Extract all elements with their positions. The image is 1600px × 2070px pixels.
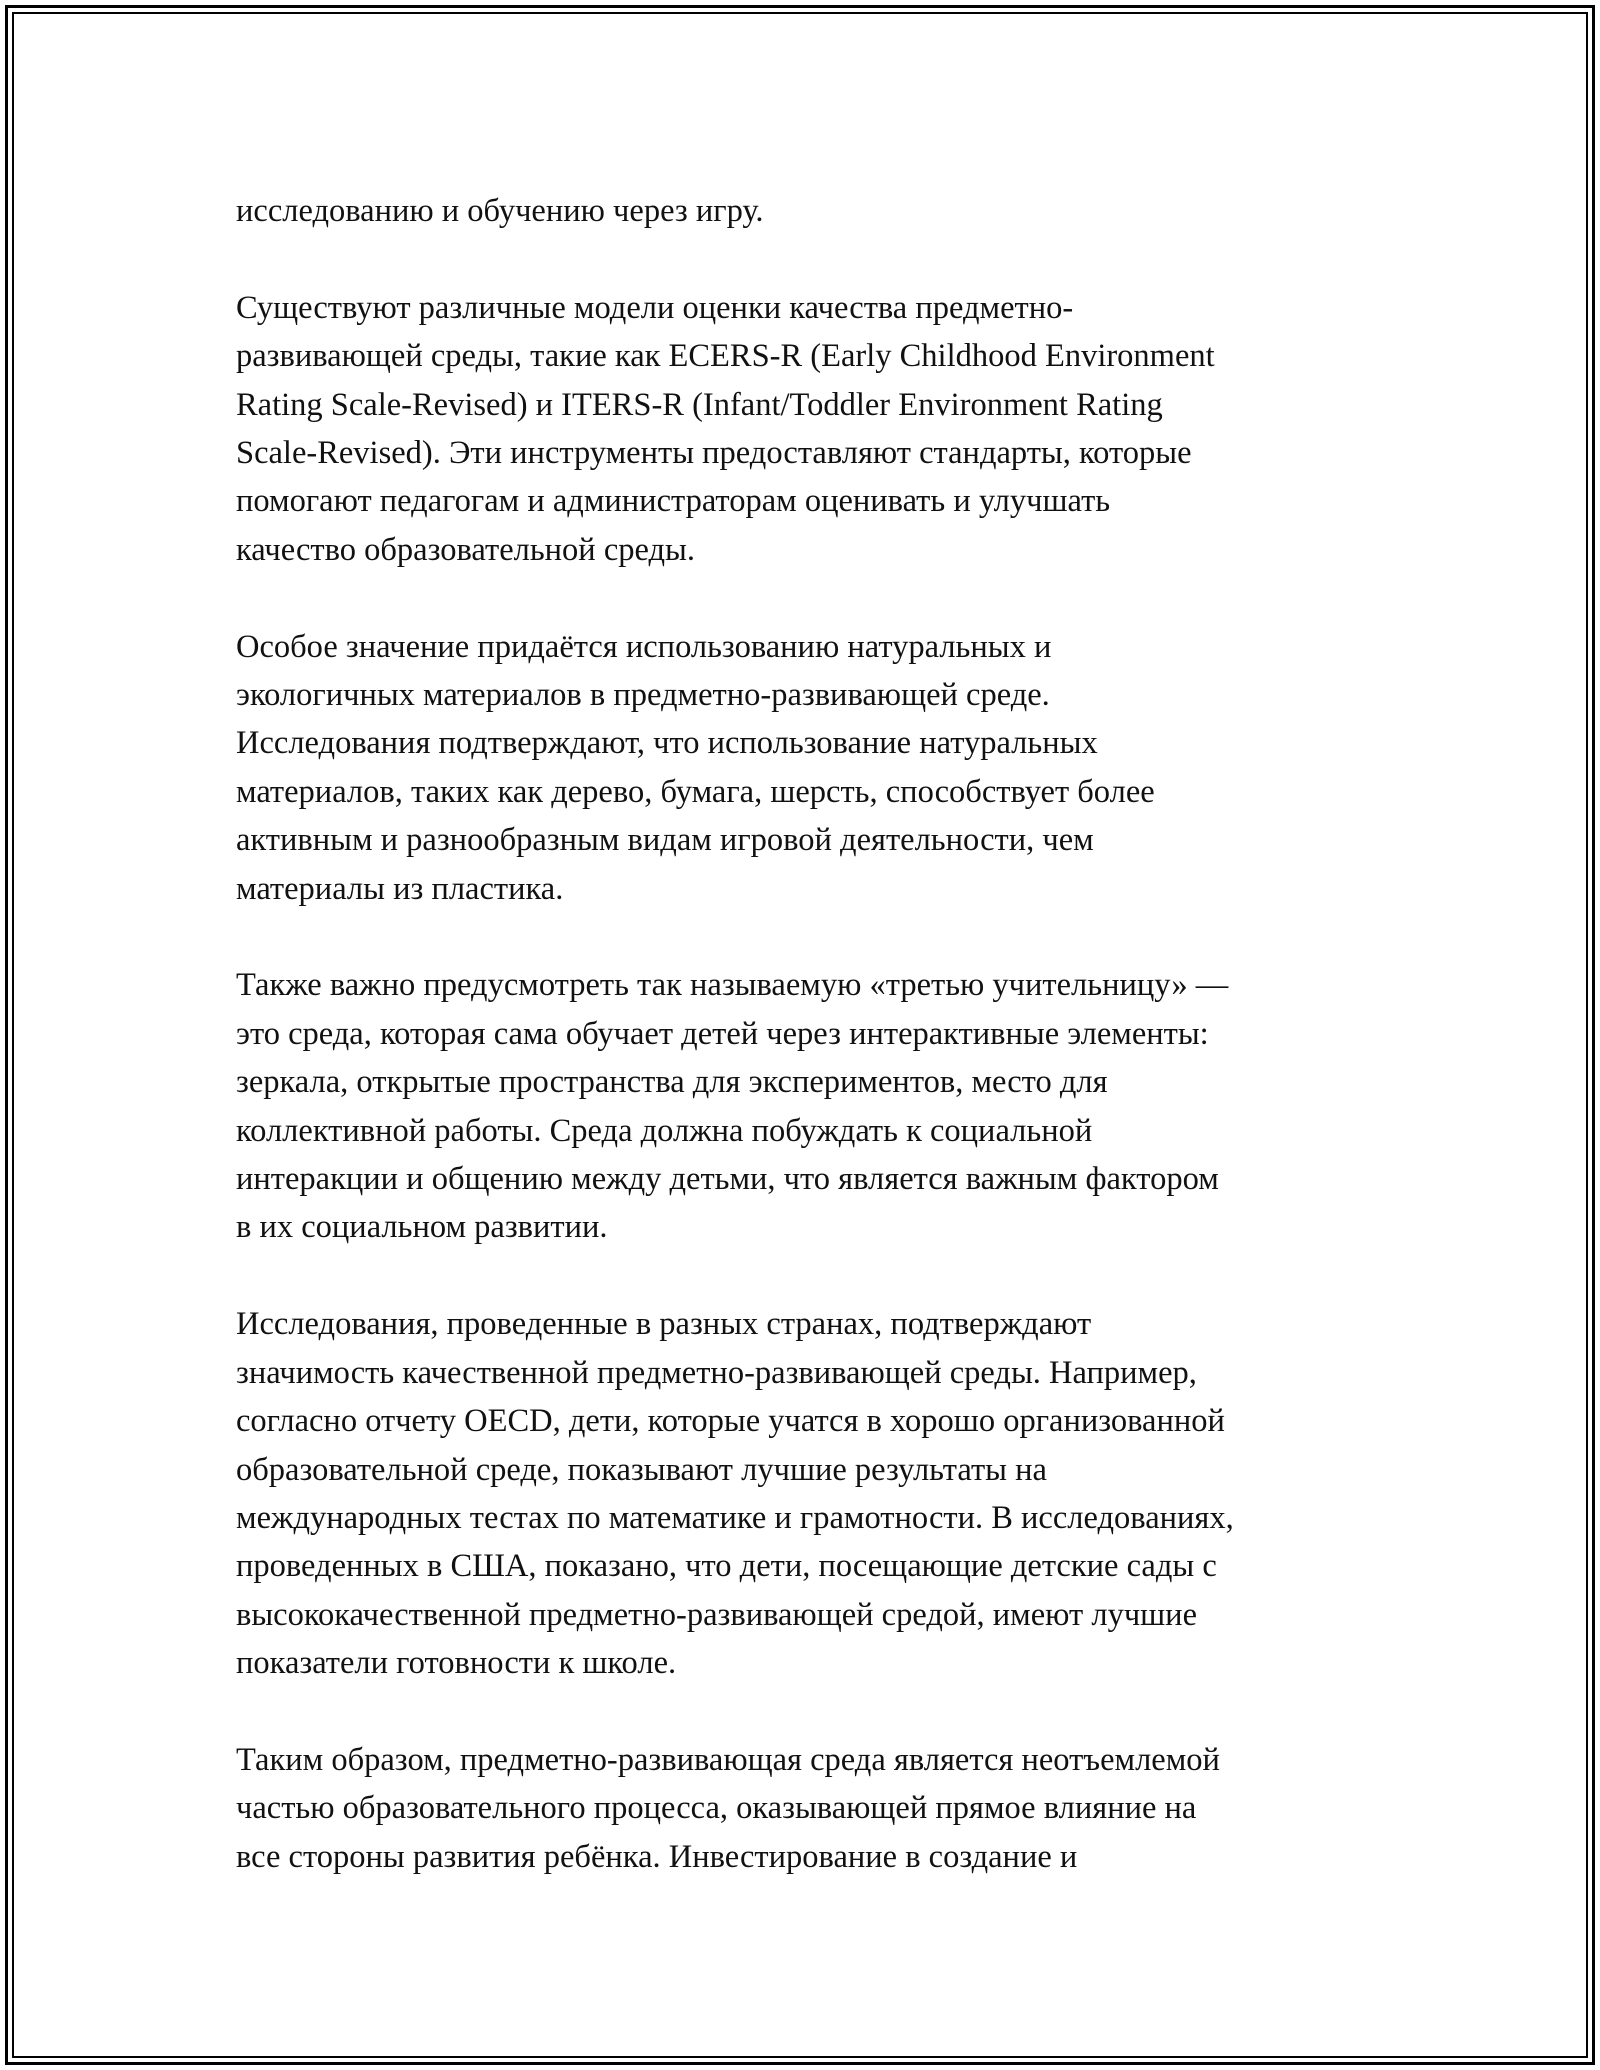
- text-line: согласно отчету OECD, дети, которые учатся в хорошо организованной: [236, 1403, 1225, 1440]
- text-line: Исследования подтверждают, что использование натуральных: [236, 725, 1098, 762]
- text-line: коллективной работы. Среда должна побуждать к социальной: [236, 1112, 1093, 1149]
- text-line: исследованию и обучению через игру.: [236, 193, 764, 229]
- text-line: зеркала, открытые пространства для экспериментов, место для: [236, 1064, 1108, 1101]
- paragraph-1: [236, 187, 1376, 235]
- text-line: международных тестах по математике и грамотности. В исследованиях,: [236, 1499, 1234, 1536]
- document-body: [236, 187, 1376, 1930]
- text-line: материалы из пластика.: [236, 870, 564, 907]
- text-line: материалов, таких как дерево, бумага, шерсть, способствует более: [236, 773, 1155, 810]
- text-line: в их социальном развитии.: [236, 1209, 608, 1246]
- text-line: Таким образом, предметно-развивающая среда является неотъемлемой: [236, 1741, 1220, 1778]
- text-line: помогают педагогам и администраторам оценивать и улучшать: [236, 483, 1111, 520]
- text-line: показатели готовности к школе.: [236, 1645, 677, 1682]
- text-line: качество образовательной среды.: [236, 531, 695, 568]
- paragraph-4: [236, 961, 1376, 1251]
- paragraph-6: [236, 1736, 1376, 1881]
- text-line: развивающей среды, такие как ECERS-R (Early Childhood Environment: [236, 338, 1215, 375]
- text-line: образовательной среде, показывают лучшие результаты на: [236, 1451, 1047, 1488]
- text-line: Существуют различные модели оценки качества предметно-: [236, 289, 1074, 326]
- text-line: активным и разнообразным видам игровой деятельности, чем: [236, 822, 1094, 859]
- paragraph-5: [236, 1300, 1376, 1687]
- paragraph-3: [236, 623, 1376, 913]
- text-line: Rating Scale-Revised) и ITERS-R (Infant/Toddler Environment Rating: [236, 386, 1163, 423]
- text-line: Исследования, проведенные в разных странах, подтверждают: [236, 1306, 1092, 1343]
- text-line: Scale-Revised). Эти инструменты предоставляют стандарты, которые: [236, 435, 1192, 472]
- text-line: частью образовательного процесса, оказывающей прямое влияние на: [236, 1790, 1197, 1827]
- text-line: интеракции и общению между детьми, что является важным фактором: [236, 1161, 1219, 1198]
- text-line: это среда, которая сама обучает детей через интерактивные элементы:: [236, 1015, 1209, 1052]
- paragraph-2: [236, 284, 1376, 574]
- text-line: Также важно предусмотреть так называемую «третью учительницу» —: [236, 967, 1229, 1004]
- text-line: проведенных в США, показано, что дети, посещающие детские сады с: [236, 1548, 1217, 1585]
- text-line: все стороны развития ребёнка. Инвестирование в создание и: [236, 1838, 1078, 1875]
- text-line: экологичных материалов в предметно-развивающей среде.: [236, 677, 1050, 714]
- text-line: высококачественной предметно-развивающей средой, имеют лучшие: [236, 1596, 1198, 1633]
- text-line: Особое значение придаётся использованию натуральных и: [236, 628, 1052, 665]
- text-line: значимость качественной предметно-развивающей среды. Например,: [236, 1354, 1197, 1391]
